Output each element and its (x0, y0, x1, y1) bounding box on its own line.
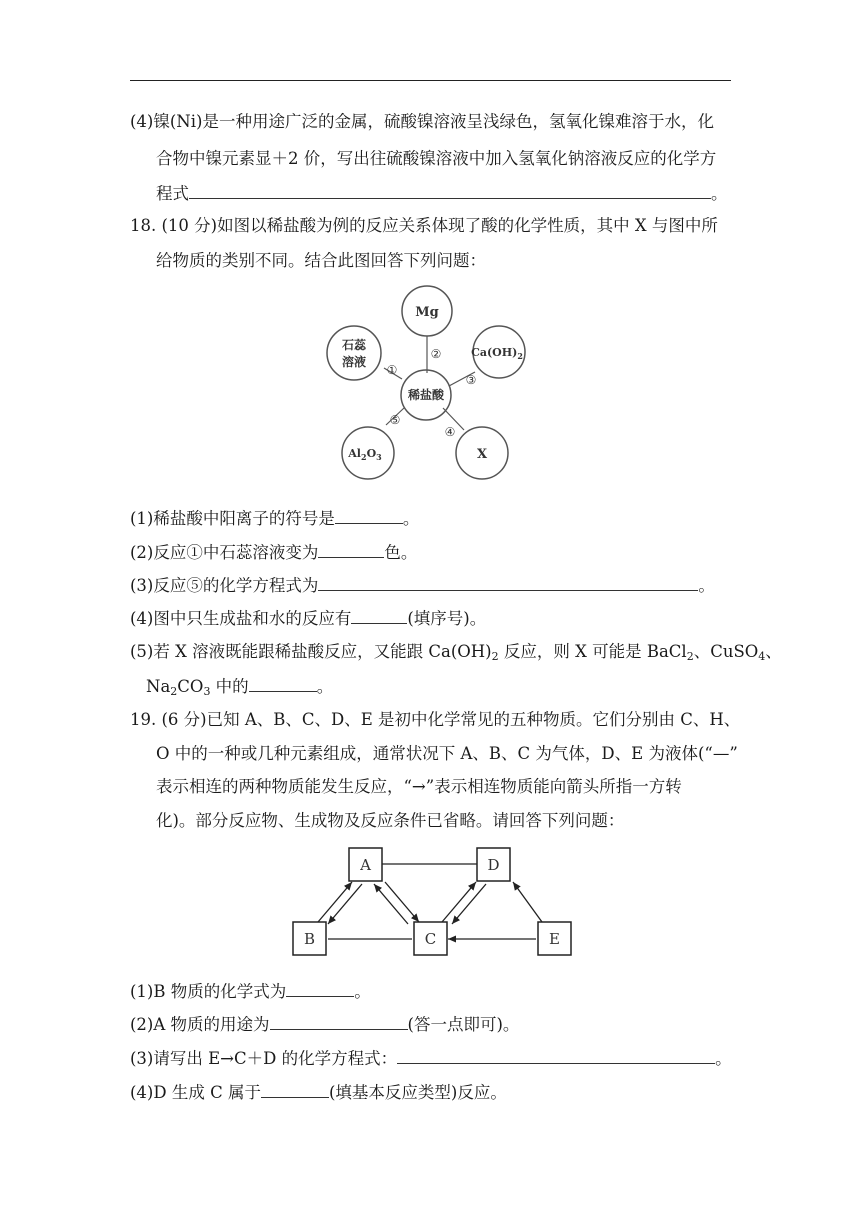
q18-sub-4: (4)图中只生成盐和水的反应有 (填序号)。 (130, 609, 487, 628)
q18-stem-line-1: 18. (10 分)如图以稀盐酸为例的反应关系体现了酸的化学性质，其中 X 与图中所 (130, 216, 718, 235)
litmus-circle (327, 326, 381, 380)
q17-4-line-1: (4)镍(Ni)是一种用途广泛的金属，硫酸镍溶液呈浅绿色，氢氧化镍难溶于水，化 (130, 112, 714, 131)
label-e: E (549, 930, 560, 948)
label-d: D (487, 856, 500, 874)
q19-sub-3: (3)请写出 E→C＋D 的化学方程式： 。 (130, 1049, 732, 1068)
q18-sub-5-cont: $Na_2CO_3$ 中的 。 (146, 677, 334, 698)
q18-stem-line-2: 给物质的类别不同。结合此图回答下列问题： (156, 251, 486, 270)
answer-blank[interactable] (270, 1013, 408, 1030)
q18-sub-3: (3)反应⑤的化学方程式为 。 (130, 576, 715, 595)
q19-stem-line-3: 表示相连的两种物质能发生反应，“→”表示相连物质能向箭头所指一方转 (156, 777, 682, 796)
answer-blank[interactable] (261, 1081, 329, 1098)
q19-stem-line-4: 化)。部分反应物、生成物及反应条件已省略。请回答下列问题： (156, 811, 625, 830)
answer-blank[interactable] (318, 541, 384, 558)
answer-blank[interactable] (318, 574, 698, 591)
reaction-number-3: ③ (465, 373, 477, 387)
answer-blank[interactable] (335, 507, 403, 524)
reaction-number-2: ② (430, 347, 442, 361)
arrow-e-to-d (513, 882, 542, 922)
caoh2-label: $Ca(OH)_2$ (471, 346, 523, 361)
al2o3-label: $Al_2O_3$ (348, 447, 382, 462)
q19-sub-4: (4)D 生成 C 属于 (填基本反应类型)反应。 (130, 1083, 507, 1102)
answer-blank[interactable] (351, 607, 407, 624)
answer-blank[interactable] (189, 182, 711, 199)
answer-blank[interactable] (397, 1047, 715, 1064)
q18-sub-1: (1)稀盐酸中阳离子的符号是 。 (130, 509, 420, 528)
q17-4-line-3: 程式 。 (156, 184, 728, 203)
q19-stem-line-2: O 中的一种或几种元素组成，通常状况下 A、B、C 为气体，D、E 为液体(“—” (156, 744, 738, 763)
litmus-label-1: 石蕊 (341, 338, 367, 352)
q19-sub-1: (1)B 物质的化学式为 。 (130, 982, 371, 1001)
q18-sub-2: (2)反应①中石蕊溶液变为 色。 (130, 543, 418, 562)
x-label: X (476, 447, 488, 462)
dilute-hcl-label: 稀盐酸 (407, 388, 445, 402)
answer-blank[interactable] (286, 980, 354, 997)
header-rule (130, 80, 731, 81)
answer-blank[interactable] (249, 675, 317, 692)
label-b: B (303, 930, 316, 948)
mg-label: Mg (415, 305, 439, 320)
q18-sub-5: (5)若 X 溶液既能跟稀盐酸反应，又能跟 $Ca(OH)_2$ 反应，则 X 可能是 BaCl$_2$、CuSO$_4$、 (130, 642, 782, 663)
label-a: A (360, 856, 371, 874)
hcl-reaction-diagram (320, 282, 540, 486)
q19-sub-2: (2)A 物质的用途为 (答一点即可)。 (130, 1015, 520, 1034)
litmus-label-2: 溶液 (341, 355, 367, 369)
label-c: C (424, 930, 437, 948)
reaction-number-4: ④ (444, 425, 456, 439)
reaction-number-1: ① (386, 363, 398, 377)
q17-4-line-2: 合物中镍元素显＋2 价，写出往硫酸镍溶液中加入氢氧化钠溶液反应的化学方 (156, 149, 717, 168)
q19-stem-line-1: 19. (6 分)已知 A、B、C、D、E 是初中化学常见的五种物质。它们分别由 C、H、 (130, 710, 741, 729)
reaction-number-5: ⑤ (389, 413, 401, 427)
chon-relation-diagram (280, 840, 580, 964)
